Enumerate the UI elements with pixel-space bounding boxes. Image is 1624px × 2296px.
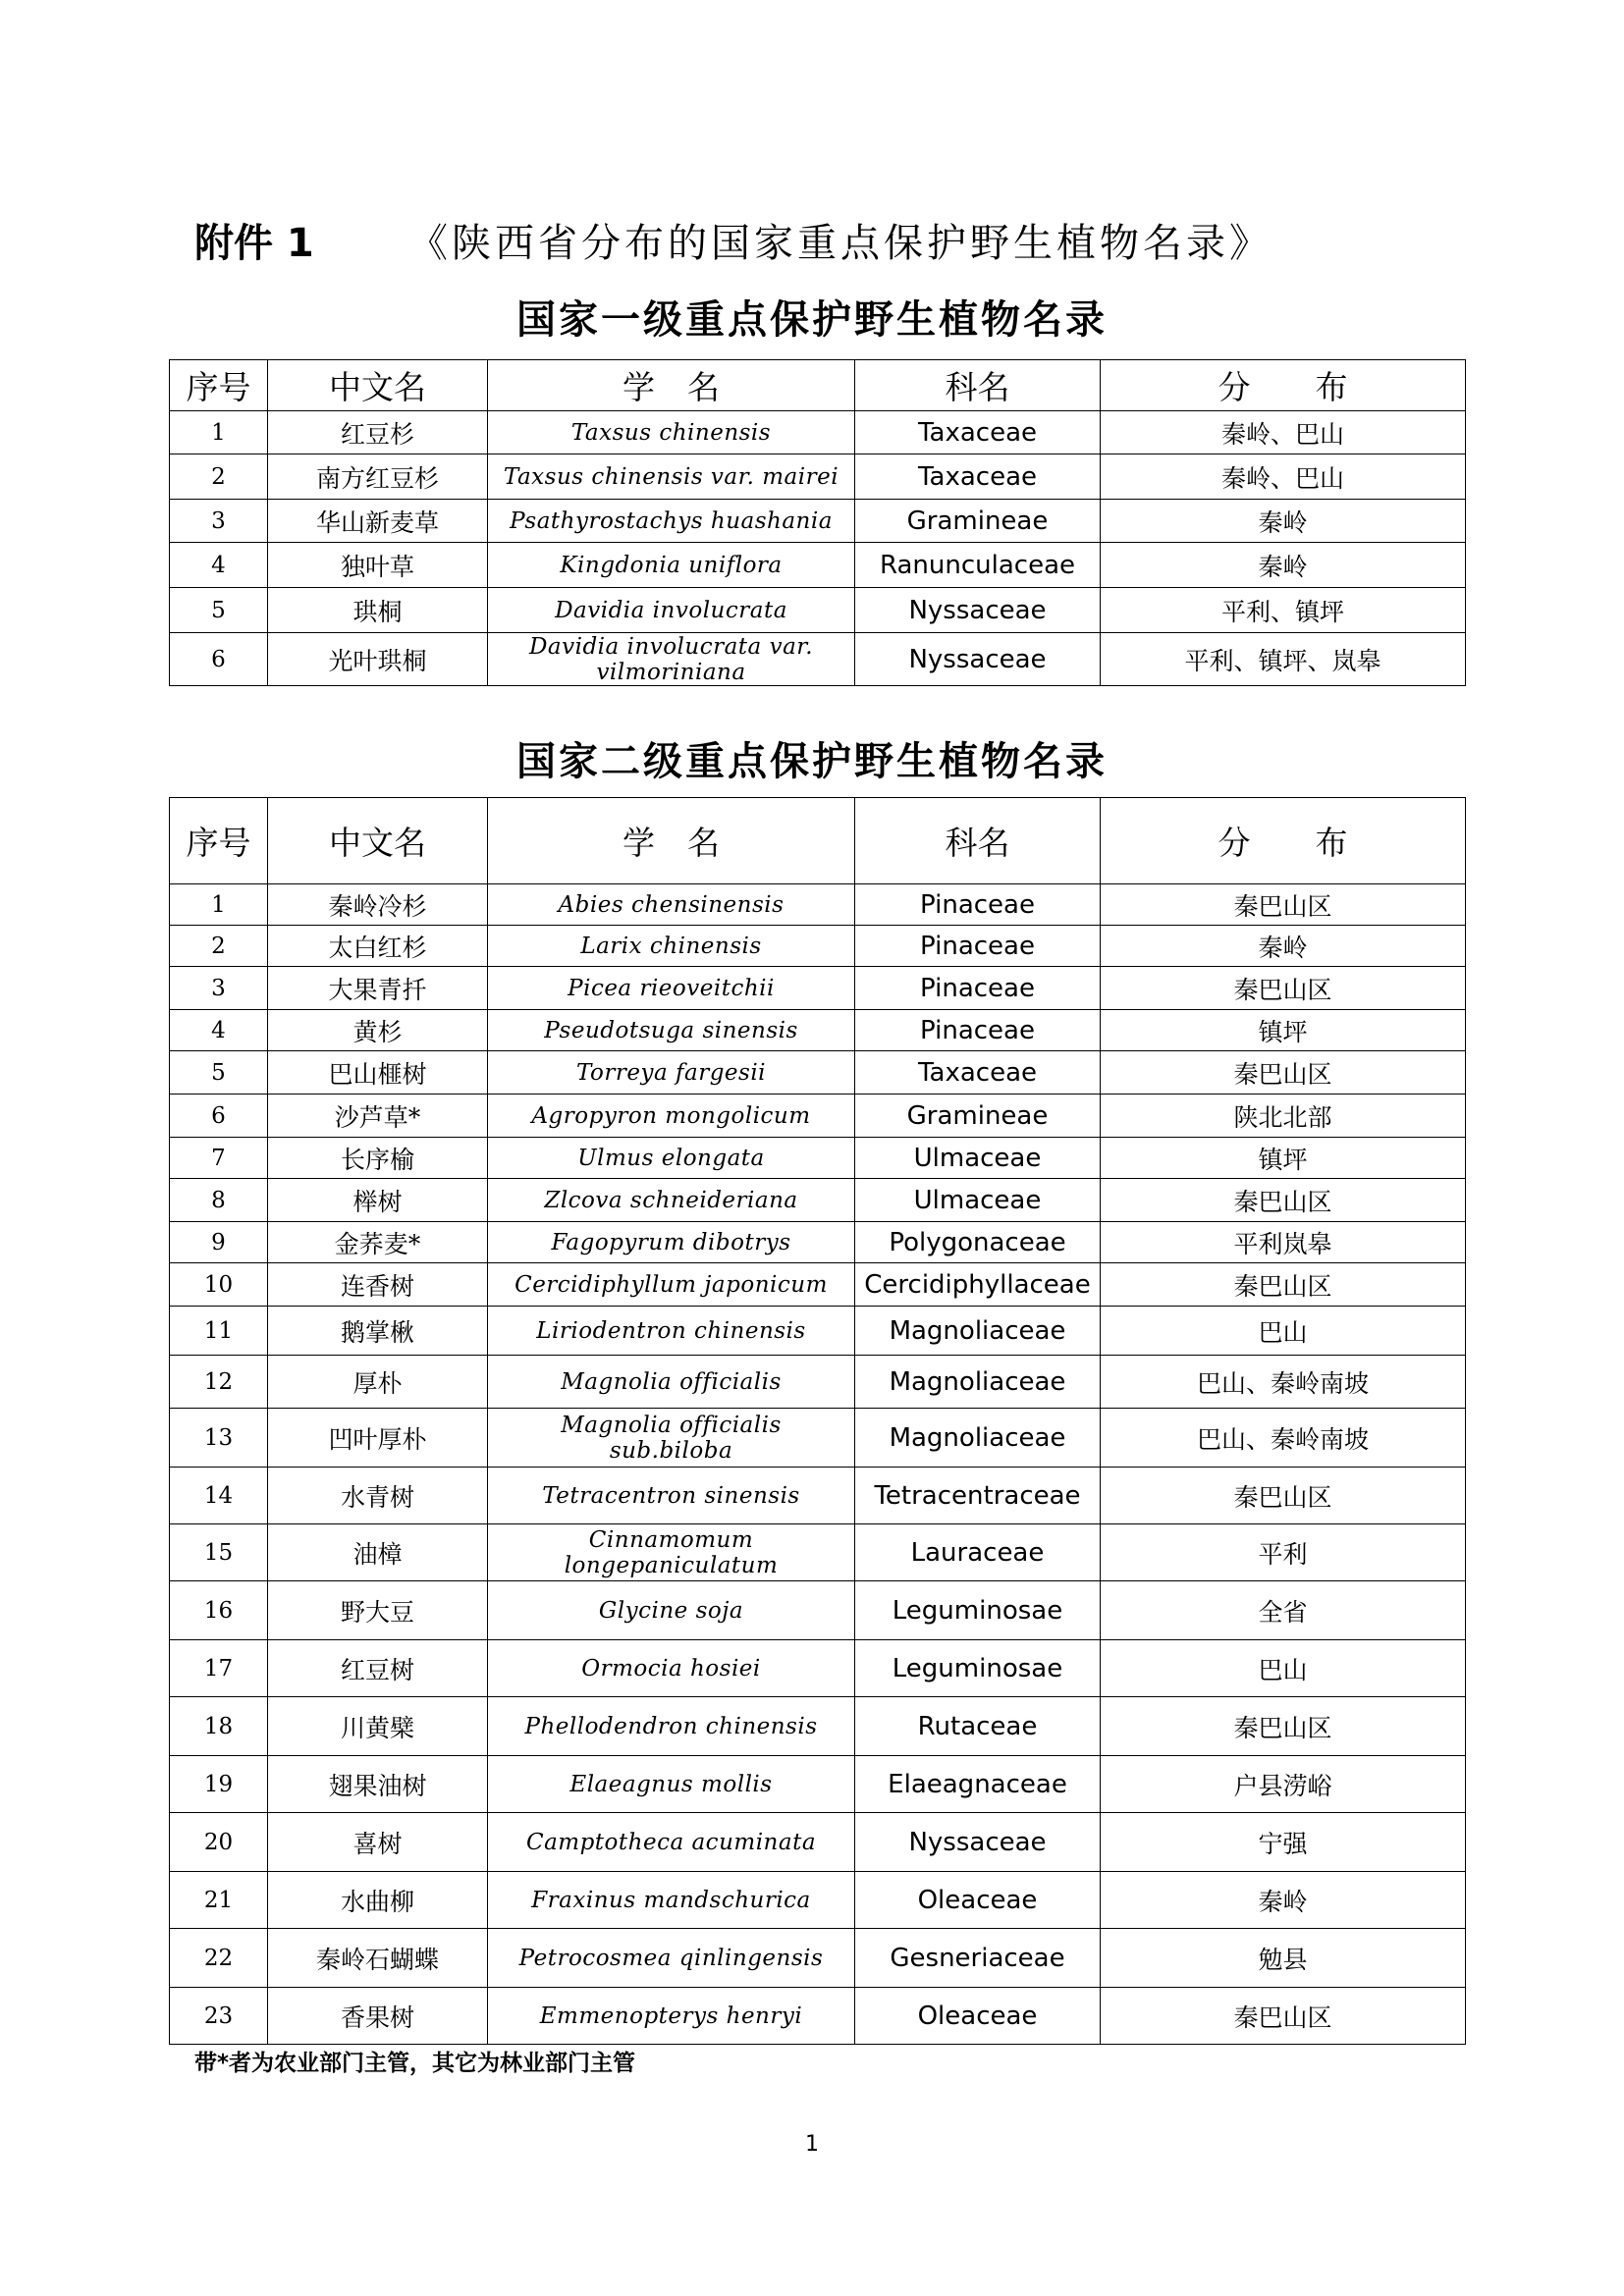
row-number: 4 [170, 1010, 268, 1051]
family-cell: Tetracentraceae [855, 1468, 1101, 1524]
scientific-name-cell [488, 926, 855, 967]
header-family: 科名 [855, 798, 1101, 884]
scientific-name-line: Larix chinensis [580, 933, 762, 959]
scientific-name-line: Pseudotsuga sinensis [544, 1017, 798, 1043]
scientific-name-line: Taxsus chinensis [570, 419, 772, 446]
table-row [170, 884, 1466, 926]
family-cell: Nyssaceae [855, 1813, 1101, 1872]
table-header-row [170, 798, 1466, 884]
table-row [170, 1222, 1466, 1263]
table-row [170, 1640, 1466, 1697]
family-cell: Nyssaceae [855, 633, 1101, 686]
distribution-cell: 宁强 [1101, 1813, 1466, 1872]
distribution-cell: 陕北北部 [1101, 1095, 1466, 1138]
row-number: 11 [170, 1307, 268, 1356]
footnote: 带*者为农业部门主管，其它为林业部门主管 [194, 2051, 636, 2076]
row-number: 21 [170, 1872, 268, 1929]
table-row [170, 1468, 1466, 1524]
scientific-name-line: Kingdonia uniflora [560, 552, 783, 578]
chinese-name-cell: 厚朴 [268, 1356, 488, 1409]
scientific-name-cell [488, 1524, 855, 1581]
distribution-cell: 秦巴山区 [1101, 1988, 1466, 2045]
chinese-name-cell: 独叶草 [268, 543, 488, 588]
distribution-cell: 秦巴山区 [1101, 1263, 1466, 1307]
scientific-name-line: vilmoriniana [596, 659, 746, 685]
scientific-name-cell [488, 1051, 855, 1095]
family-cell: Leguminosae [855, 1640, 1101, 1697]
distribution-cell: 镇坪 [1101, 1010, 1466, 1051]
chinese-name-cell: 凹叶厚朴 [268, 1409, 488, 1468]
chinese-name-cell: 沙芦草* [268, 1095, 488, 1138]
family-cell: Cercidiphyllaceae [855, 1263, 1101, 1307]
scientific-name-cell [488, 1697, 855, 1756]
table-row [170, 500, 1466, 543]
scientific-name-cell [488, 1356, 855, 1409]
distribution-cell: 平利、镇坪、岚皋 [1101, 633, 1466, 686]
table-row [170, 1263, 1466, 1307]
scientific-name-cell [488, 1872, 855, 1929]
chinese-name-cell: 华山新麦草 [268, 500, 488, 543]
family-cell: Elaeagnaceae [855, 1756, 1101, 1813]
row-number: 12 [170, 1356, 268, 1409]
row-number: 7 [170, 1138, 268, 1179]
distribution-cell: 秦岭 [1101, 926, 1466, 967]
header-family: 科名 [855, 360, 1101, 411]
scientific-name-cell [488, 454, 855, 500]
distribution-cell: 全省 [1101, 1581, 1466, 1640]
distribution-cell: 平利、镇坪 [1101, 588, 1466, 633]
row-number: 1 [170, 884, 268, 926]
table2-title: 国家二级重点保护野生植物名录 [516, 739, 1108, 784]
scientific-name-cell [488, 884, 855, 926]
page-number: 1 [805, 2132, 819, 2157]
scientific-name-line: Petrocosmea qinlingensis [518, 1945, 824, 1971]
chinese-name-cell: 珙桐 [268, 588, 488, 633]
row-number: 16 [170, 1581, 268, 1640]
row-number: 5 [170, 588, 268, 633]
chinese-name-cell: 水曲柳 [268, 1872, 488, 1929]
scientific-name-cell [488, 1581, 855, 1640]
row-number: 4 [170, 543, 268, 588]
table-row [170, 1988, 1466, 2045]
scientific-name-line: Picea rieoveitchii [568, 975, 775, 1001]
scientific-name-line: Abies chensinensis [558, 891, 785, 918]
scientific-name-cell [488, 1222, 855, 1263]
chinese-name-cell: 光叶珙桐 [268, 633, 488, 686]
family-cell: Magnoliaceae [855, 1409, 1101, 1468]
scientific-name-line: Davidia involucrata var. [528, 633, 814, 660]
table-row [170, 1010, 1466, 1051]
row-number: 10 [170, 1263, 268, 1307]
table-row [170, 967, 1466, 1010]
chinese-name-cell: 川黄檗 [268, 1697, 488, 1756]
scientific-name-line: Cercidiphyllum japonicum [514, 1271, 828, 1298]
distribution-cell: 秦岭、巴山 [1101, 454, 1466, 500]
distribution-cell: 秦巴山区 [1101, 1468, 1466, 1524]
header-distribution: 分 布 [1101, 360, 1466, 411]
table-row [170, 1756, 1466, 1813]
scientific-name-cell [488, 1010, 855, 1051]
chinese-name-cell: 南方红豆杉 [268, 454, 488, 500]
scientific-name-line: Zlcova schneideriana [544, 1187, 798, 1213]
scientific-name-line: Emmenopterys henryi [539, 2002, 803, 2029]
table-row [170, 1697, 1466, 1756]
scientific-name-line: Phellodendron chinensis [524, 1713, 818, 1739]
distribution-cell: 秦岭 [1101, 1872, 1466, 1929]
scientific-name-line: Agropyron mongolicum [531, 1102, 811, 1129]
family-cell: Gramineae [855, 500, 1101, 543]
family-cell: Ranunculaceae [855, 543, 1101, 588]
table-row [170, 926, 1466, 967]
family-cell: Magnoliaceae [855, 1356, 1101, 1409]
distribution-cell: 秦岭、巴山 [1101, 411, 1466, 454]
family-cell: Taxaceae [855, 454, 1101, 500]
distribution-cell: 镇坪 [1101, 1138, 1466, 1179]
chinese-name-cell: 野大豆 [268, 1581, 488, 1640]
chinese-name-cell: 金荞麦* [268, 1222, 488, 1263]
row-number: 20 [170, 1813, 268, 1872]
scientific-name-line: Elaeagnus mollis [569, 1771, 773, 1797]
distribution-cell: 勉县 [1101, 1929, 1466, 1988]
chinese-name-cell: 红豆树 [268, 1640, 488, 1697]
row-number: 1 [170, 411, 268, 454]
row-number: 13 [170, 1409, 268, 1468]
row-number: 2 [170, 926, 268, 967]
chinese-name-cell: 黄杉 [268, 1010, 488, 1051]
distribution-cell: 秦巴山区 [1101, 884, 1466, 926]
row-number: 23 [170, 1988, 268, 2045]
document-title: 《陕西省分布的国家重点保护野生植物名录》 [408, 221, 1272, 266]
table-row [170, 1051, 1466, 1095]
table-row [170, 454, 1466, 500]
scientific-name-cell [488, 1468, 855, 1524]
chinese-name-cell: 大果青扦 [268, 967, 488, 1010]
table-row [170, 1872, 1466, 1929]
distribution-cell: 秦巴山区 [1101, 1697, 1466, 1756]
scientific-name-line: Tetracentron sinensis [542, 1482, 800, 1509]
row-number: 8 [170, 1179, 268, 1222]
header-chinese-name: 中文名 [268, 360, 488, 411]
scientific-name-line: Glycine soja [598, 1597, 744, 1624]
family-cell: Oleaceae [855, 1872, 1101, 1929]
scientific-name-cell [488, 543, 855, 588]
first-class-plants-table [169, 359, 1466, 686]
row-number: 5 [170, 1051, 268, 1095]
chinese-name-cell: 太白红杉 [268, 926, 488, 967]
scientific-name-cell [488, 1409, 855, 1468]
chinese-name-cell: 连香树 [268, 1263, 488, 1307]
distribution-cell: 户县涝峪 [1101, 1756, 1466, 1813]
family-cell: Gesneriaceae [855, 1929, 1101, 1988]
row-number: 3 [170, 500, 268, 543]
scientific-name-line: Liriodentron chinensis [536, 1317, 806, 1344]
header-distribution: 分 布 [1101, 798, 1466, 884]
table-row [170, 633, 1466, 686]
family-cell: Pinaceae [855, 967, 1101, 1010]
row-number: 2 [170, 454, 268, 500]
table-row [170, 1524, 1466, 1581]
row-number: 22 [170, 1929, 268, 1988]
scientific-name-line: Ulmus elongata [577, 1145, 765, 1171]
scientific-name-line: Psathyrostachys huashania [510, 507, 833, 534]
family-cell: Pinaceae [855, 884, 1101, 926]
scientific-name-cell [488, 633, 855, 686]
scientific-name-line: sub.biloba [609, 1437, 733, 1464]
chinese-name-cell: 榉树 [268, 1179, 488, 1222]
chinese-name-cell: 喜树 [268, 1813, 488, 1872]
distribution-cell: 平利 [1101, 1524, 1466, 1581]
distribution-cell: 巴山、秦岭南坡 [1101, 1409, 1466, 1468]
family-cell: Ulmaceae [855, 1138, 1101, 1179]
table-row [170, 1138, 1466, 1179]
chinese-name-cell: 秦岭冷杉 [268, 884, 488, 926]
family-cell: Taxaceae [855, 411, 1101, 454]
family-cell: Nyssaceae [855, 588, 1101, 633]
scientific-name-cell [488, 1756, 855, 1813]
distribution-cell: 巴山、秦岭南坡 [1101, 1356, 1466, 1409]
table-row [170, 1095, 1466, 1138]
distribution-cell: 秦巴山区 [1101, 1051, 1466, 1095]
scientific-name-cell [488, 1263, 855, 1307]
family-cell: Leguminosae [855, 1581, 1101, 1640]
second-class-plants-table [169, 797, 1466, 2045]
table-row [170, 1307, 1466, 1356]
chinese-name-cell: 油樟 [268, 1524, 488, 1581]
table-row [170, 1356, 1466, 1409]
row-number: 14 [170, 1468, 268, 1524]
table-row [170, 543, 1466, 588]
row-number: 19 [170, 1756, 268, 1813]
family-cell: Oleaceae [855, 1988, 1101, 2045]
chinese-name-cell: 秦岭石蝴蝶 [268, 1929, 488, 1988]
family-cell: Taxaceae [855, 1051, 1101, 1095]
distribution-cell: 巴山 [1101, 1640, 1466, 1697]
distribution-cell: 平利岚皋 [1101, 1222, 1466, 1263]
scientific-name-line: Ormocia hosiei [581, 1655, 761, 1682]
row-number: 9 [170, 1222, 268, 1263]
distribution-cell: 秦岭 [1101, 500, 1466, 543]
scientific-name-cell [488, 967, 855, 1010]
family-cell: Lauraceae [855, 1524, 1101, 1581]
chinese-name-cell: 巴山榧树 [268, 1051, 488, 1095]
scientific-name-cell [488, 1988, 855, 2045]
scientific-name-line: Cinnamomum longepaniculatum [564, 1526, 779, 1578]
scientific-name-cell [488, 588, 855, 633]
scientific-name-cell [488, 1095, 855, 1138]
document-header [194, 214, 1471, 273]
scientific-name-line: Camptotheca acuminata [525, 1829, 817, 1855]
table-row [170, 1409, 1466, 1468]
table-row [170, 411, 1466, 454]
row-number: 15 [170, 1524, 268, 1581]
chinese-name-cell: 水青树 [268, 1468, 488, 1524]
row-number: 6 [170, 633, 268, 686]
scientific-name-line: Fagopyrum dibotrys [551, 1229, 791, 1255]
header-scientific-name: 学 名 [488, 798, 855, 884]
row-number: 3 [170, 967, 268, 1010]
scientific-name-cell [488, 411, 855, 454]
scientific-name-line: Magnolia officialis [561, 1412, 782, 1438]
scientific-name-cell [488, 1813, 855, 1872]
scientific-name-line: Torreya fargesii [575, 1059, 767, 1086]
table1-title: 国家一级重点保护野生植物名录 [516, 297, 1108, 343]
scientific-name-cell [488, 1640, 855, 1697]
table-row [170, 1813, 1466, 1872]
row-number: 18 [170, 1697, 268, 1756]
family-cell: Polygonaceae [855, 1222, 1101, 1263]
distribution-cell: 巴山 [1101, 1307, 1466, 1356]
scientific-name-line: Taxsus chinensis var. mairei [503, 463, 839, 490]
header-no: 序号 [170, 798, 268, 884]
family-cell: Gramineae [855, 1095, 1101, 1138]
chinese-name-cell: 翅果油树 [268, 1756, 488, 1813]
attachment-label: 附件 1 [194, 221, 314, 266]
scientific-name-line: Magnolia officialis [561, 1368, 782, 1395]
table-row [170, 1581, 1466, 1640]
family-cell: Rutaceae [855, 1697, 1101, 1756]
row-number: 17 [170, 1640, 268, 1697]
header-chinese-name: 中文名 [268, 798, 488, 884]
scientific-name-line: Fraxinus mandschurica [531, 1887, 811, 1913]
chinese-name-cell: 红豆杉 [268, 411, 488, 454]
row-number: 6 [170, 1095, 268, 1138]
family-cell: Pinaceae [855, 1010, 1101, 1051]
family-cell: Pinaceae [855, 926, 1101, 967]
table-row [170, 588, 1466, 633]
scientific-name-cell [488, 500, 855, 543]
chinese-name-cell: 香果树 [268, 1988, 488, 2045]
distribution-cell: 秦岭 [1101, 543, 1466, 588]
family-cell: Magnoliaceae [855, 1307, 1101, 1356]
scientific-name-line: Davidia involucrata [555, 597, 787, 623]
chinese-name-cell: 鹅掌楸 [268, 1307, 488, 1356]
chinese-name-cell: 长序榆 [268, 1138, 488, 1179]
scientific-name-cell [488, 1179, 855, 1222]
header-no: 序号 [170, 360, 268, 411]
scientific-name-cell [488, 1929, 855, 1988]
header-scientific-name: 学 名 [488, 360, 855, 411]
scientific-name-cell [488, 1307, 855, 1356]
family-cell: Ulmaceae [855, 1179, 1101, 1222]
table-row [170, 1179, 1466, 1222]
table-row [170, 1929, 1466, 1988]
distribution-cell: 秦巴山区 [1101, 967, 1466, 1010]
scientific-name-cell [488, 1138, 855, 1179]
table-header-row [170, 360, 1466, 411]
distribution-cell: 秦巴山区 [1101, 1179, 1466, 1222]
